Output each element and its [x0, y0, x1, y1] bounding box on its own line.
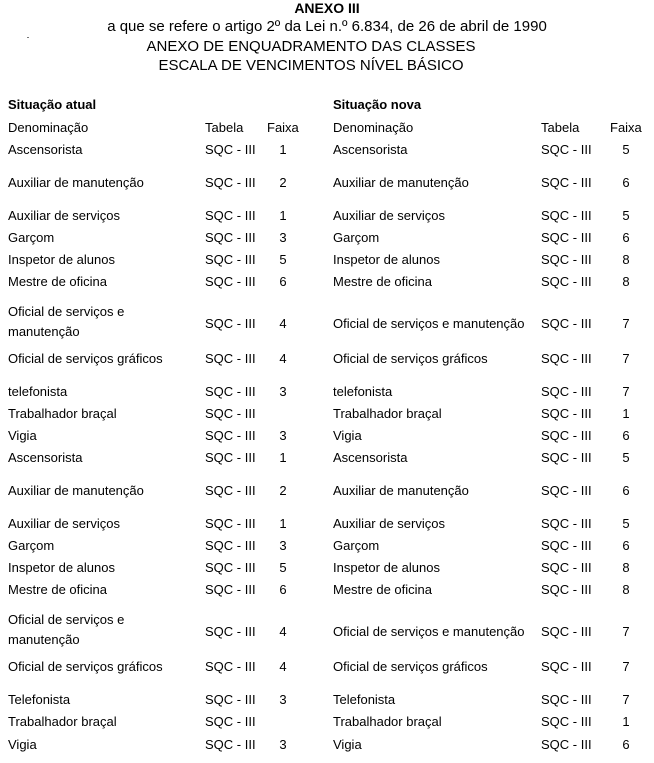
cell-tabela-atual: SQC - III	[205, 230, 256, 245]
cell-tabela-atual: SQC - III	[205, 142, 256, 157]
scale-heading: ESCALA DE VENCIMENTOS NÍVEL BÁSICO	[158, 57, 464, 74]
col-header-denominacao-atual: Denominação	[8, 120, 89, 135]
cell-faixa-nova: 7	[622, 692, 630, 707]
cell-faixa-atual: 3	[279, 737, 287, 752]
cell-denominacao-nova: Mestre de oficina	[333, 582, 432, 597]
cell-faixa-nova: 7	[622, 659, 630, 674]
cell-tabela-nova: SQC - III	[541, 384, 592, 399]
cell-tabela-atual: SQC - III	[205, 351, 256, 366]
cell-tabela-nova: SQC - III	[541, 316, 592, 331]
cell-denominacao-nova: Inspetor de alunos	[333, 560, 440, 575]
cell-denominacao-nova: Auxiliar de manutenção	[333, 483, 469, 498]
cell-tabela-nova: SQC - III	[541, 142, 592, 157]
cell-denominacao-nova: Garçom	[333, 538, 380, 553]
cell-faixa-nova: 6	[622, 230, 630, 245]
cell-denominacao-atual: Trabalhador braçal	[8, 714, 117, 729]
cell-faixa-nova: 8	[622, 274, 630, 289]
cell-denominacao-nova: Oficial de serviços e manutenção	[333, 316, 525, 331]
cell-denominacao-atual: Auxiliar de serviços	[8, 208, 120, 223]
annex-heading: ANEXO DE ENQUADRAMENTO DAS CLASSES	[146, 38, 476, 55]
cell-denominacao-atual: Telefonista	[8, 692, 71, 707]
cell-faixa-atual: 1	[279, 516, 287, 531]
document-title: ANEXO III	[294, 0, 360, 16]
cell-tabela-atual: SQC - III	[205, 737, 256, 752]
cell-denominacao-nova: Mestre de oficina	[333, 274, 432, 289]
cell-denominacao-nova: Oficial de serviços gráficos	[333, 659, 488, 674]
section-new: Situação nova	[333, 97, 422, 112]
cell-faixa-nova: 6	[622, 483, 630, 498]
cell-denominacao-nova: Telefonista	[333, 692, 396, 707]
cell-denominacao-nova: Auxiliar de manutenção	[333, 175, 469, 190]
cell-tabela-nova: SQC - III	[541, 538, 592, 553]
cell-faixa-atual: 1	[279, 142, 287, 157]
cell-denominacao-nova: Garçom	[333, 230, 380, 245]
cell-tabela-nova: SQC - III	[541, 624, 592, 639]
cell-tabela-atual: SQC - III	[205, 274, 256, 289]
cell-tabela-atual: SQC - III	[205, 659, 256, 674]
cell-faixa-atual: 5	[279, 560, 287, 575]
cell-faixa-atual: 6	[279, 274, 287, 289]
cell-tabela-atual: SQC - III	[205, 406, 256, 421]
cell-tabela-nova: SQC - III	[541, 406, 592, 421]
cell-denominacao-nova: Oficial de serviços gráficos	[333, 351, 488, 366]
cell-denominacao-atual: Mestre de oficina	[8, 274, 107, 289]
cell-tabela-atual: SQC - III	[205, 582, 256, 597]
cell-denominacao-atual: Oficial de serviços gráficos	[8, 659, 163, 674]
cell-denominacao-nova: Trabalhador braçal	[333, 406, 442, 421]
cell-denominacao-atual: telefonista	[8, 384, 68, 399]
cell-denominacao-atual: Ascensorista	[8, 450, 83, 465]
cell-faixa-nova: 5	[622, 516, 630, 531]
cell-faixa-nova: 8	[622, 582, 630, 597]
cell-denominacao-atual: Oficial de serviços e manutenção	[8, 612, 125, 647]
cell-faixa-atual: 2	[279, 175, 287, 190]
cell-denominacao-atual: Inspetor de alunos	[8, 560, 115, 575]
col-header-faixa-atual: Faixa	[267, 120, 299, 135]
cell-tabela-atual: SQC - III	[205, 450, 256, 465]
cell-faixa-nova: 1	[622, 714, 630, 729]
cell-tabela-nova: SQC - III	[541, 692, 592, 707]
cell-tabela-atual: SQC - III	[205, 252, 256, 267]
cell-faixa-atual: 4	[279, 624, 287, 639]
cell-denominacao-nova: Oficial de serviços e manutenção	[333, 624, 525, 639]
cell-tabela-nova: SQC - III	[541, 252, 592, 267]
cell-denominacao-atual: Mestre de oficina	[8, 582, 107, 597]
cell-denominacao-nova: telefonista	[333, 384, 393, 399]
cell-faixa-atual: 3	[279, 428, 287, 443]
cell-denominacao-atual: Garçom	[8, 538, 55, 553]
cell-tabela-atual: SQC - III	[205, 384, 256, 399]
cell-faixa-atual: 3	[279, 230, 287, 245]
cell-faixa-nova: 8	[622, 560, 630, 575]
cell-denominacao-atual: Trabalhador braçal	[8, 406, 117, 421]
cell-denominacao-nova: Auxiliar de serviços	[333, 208, 445, 223]
section-current: Situação atual	[8, 97, 97, 112]
cell-tabela-nova: SQC - III	[541, 582, 592, 597]
cell-denominacao-atual: Ascensorista	[8, 142, 83, 157]
cell-faixa-nova: 6	[622, 737, 630, 752]
col-header-denominacao-nova: Denominação	[333, 120, 414, 135]
cell-tabela-nova: SQC - III	[541, 714, 592, 729]
cell-denominacao-nova: Vigia	[333, 428, 362, 443]
cell-faixa-nova: 5	[622, 450, 630, 465]
cell-denominacao-nova: Inspetor de alunos	[333, 252, 440, 267]
cell-faixa-nova: 7	[622, 384, 630, 399]
cell-denominacao-nova: Ascensorista	[333, 142, 408, 157]
cell-denominacao-atual: Auxiliar de manutenção	[8, 483, 144, 498]
cell-faixa-nova: 7	[622, 624, 630, 639]
cell-faixa-nova: 6	[622, 175, 630, 190]
cell-denominacao-atual: Auxiliar de serviços	[8, 516, 120, 531]
cell-tabela-nova: SQC - III	[541, 659, 592, 674]
cell-faixa-atual: 4	[279, 659, 287, 674]
col-header-faixa-nova: Faixa	[610, 120, 642, 135]
cell-denominacao-atual: Oficial de serviços e manutenção	[8, 304, 125, 339]
cell-denominacao-atual: Auxiliar de manutenção	[8, 175, 144, 190]
cell-tabela-nova: SQC - III	[541, 450, 592, 465]
cell-tabela-nova: SQC - III	[541, 428, 592, 443]
cell-tabela-nova: SQC - III	[541, 208, 592, 223]
cell-tabela-atual: SQC - III	[205, 175, 256, 190]
cell-tabela-nova: SQC - III	[541, 516, 592, 531]
cell-tabela-atual: SQC - III	[205, 483, 256, 498]
cell-denominacao-atual: Inspetor de alunos	[8, 252, 115, 267]
cell-faixa-nova: 7	[622, 351, 630, 366]
cell-denominacao-nova: Ascensorista	[333, 450, 408, 465]
cell-tabela-atual: SQC - III	[205, 208, 256, 223]
cell-tabela-nova: SQC - III	[541, 351, 592, 366]
cell-tabela-nova: SQC - III	[541, 737, 592, 752]
document-subtitle: a que se refere o artigo 2º da Lei n.º 6.834, de 26 de abril de 1990	[107, 18, 547, 35]
cell-tabela-atual: SQC - III	[205, 560, 256, 575]
cell-faixa-nova: 6	[622, 428, 630, 443]
cell-faixa-atual: 3	[279, 692, 287, 707]
cell-denominacao-atual: Oficial de serviços gráficos	[8, 351, 163, 366]
cell-tabela-atual: SQC - III	[205, 428, 256, 443]
cell-faixa-nova: 8	[622, 252, 630, 267]
cell-faixa-atual: 1	[279, 208, 287, 223]
cell-tabela-atual: SQC - III	[205, 714, 256, 729]
cell-denominacao-atual: Garçom	[8, 230, 55, 245]
cell-tabela-nova: SQC - III	[541, 175, 592, 190]
col-header-tabela-nova: Tabela	[541, 120, 580, 135]
cell-faixa-nova: 5	[622, 208, 630, 223]
col-header-tabela-atual: Tabela	[205, 120, 244, 135]
cell-faixa-atual: 3	[279, 384, 287, 399]
cell-tabela-atual: SQC - III	[205, 316, 256, 331]
cell-denominacao-atual: Vigia	[8, 737, 37, 752]
cell-tabela-nova: SQC - III	[541, 483, 592, 498]
cell-faixa-atual: 4	[279, 351, 287, 366]
cell-faixa-atual: 6	[279, 582, 287, 597]
cell-tabela-nova: SQC - III	[541, 274, 592, 289]
cell-faixa-nova: 6	[622, 538, 630, 553]
cell-faixa-atual: 3	[279, 538, 287, 553]
cell-tabela-atual: SQC - III	[205, 624, 256, 639]
cell-tabela-atual: SQC - III	[205, 538, 256, 553]
cell-faixa-nova: 7	[622, 316, 630, 331]
cell-faixa-atual: 5	[279, 252, 287, 267]
cell-tabela-atual: SQC - III	[205, 516, 256, 531]
cell-denominacao-nova: Trabalhador braçal	[333, 714, 442, 729]
cell-tabela-nova: SQC - III	[541, 560, 592, 575]
cell-faixa-nova: 1	[622, 406, 630, 421]
cell-denominacao-atual: Vigia	[8, 428, 37, 443]
cell-faixa-atual: 2	[279, 483, 287, 498]
stray-mark	[27, 37, 29, 38]
cell-denominacao-nova: Vigia	[333, 737, 362, 752]
cell-faixa-nova: 5	[622, 142, 630, 157]
cell-faixa-atual: 4	[279, 316, 287, 331]
cell-tabela-atual: SQC - III	[205, 692, 256, 707]
cell-faixa-atual: 1	[279, 450, 287, 465]
cell-tabela-nova: SQC - III	[541, 230, 592, 245]
cell-denominacao-nova: Auxiliar de serviços	[333, 516, 445, 531]
